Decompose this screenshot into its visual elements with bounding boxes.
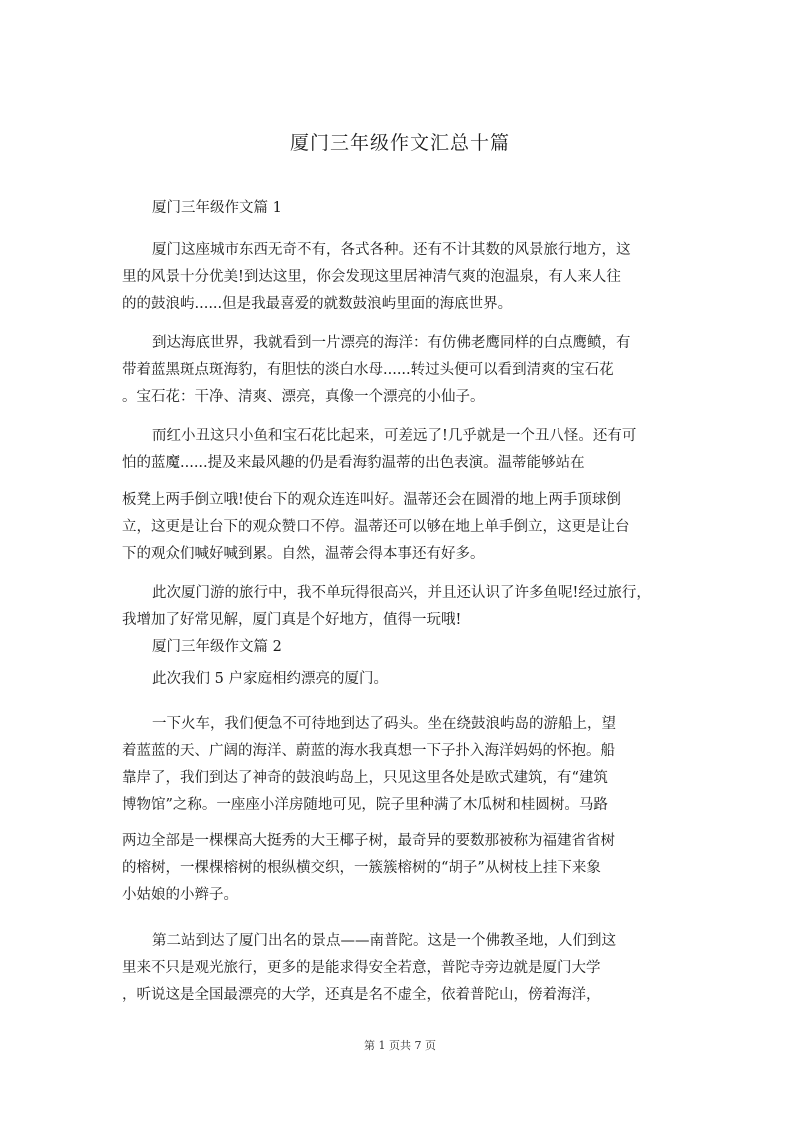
text-line: 两边全部是一棵棵高大挺秀的大王椰子树，最奇异的要数那被称为福建省省树 [122,833,615,849]
text-line: 的的鼓浪屿......但是我最喜爱的就数鼓浪屿里面的海底世界。 [122,296,513,312]
text-line: 下的观众们喊好喊到累。自然，温蒂会得本事还有好多。 [122,546,485,562]
text-line: 厦门这座城市东西无奇不有，各式各种。还有不计其数的风景旅行地方，这 [152,242,631,258]
text-line: 一下火车，我们便急不可待地到达了码头。坐在绕鼓浪屿岛的游船上，望 [152,716,616,732]
section-heading: 厦门三年级作文篇 1 [152,200,282,216]
text-line: 博物馆”之称。一座座小洋房随地可见，院子里种满了木瓜树和桂圆树。马路 [122,797,608,813]
text-line: 小姑娘的小辫子。 [122,887,238,903]
text-line: 怕的蓝魔......提及来最风趣的仍是看海豹温蒂的出色表演。温蒂能够站在 [122,455,585,471]
text-line: 我增加了好常见解，厦门真是个好地方，值得一玩哦! [122,612,462,628]
text-line: 。宝石花：干净、清爽、漂亮，真像一个漂亮的小仙子。 [122,389,485,405]
section-heading: 厦门三年级作文篇 2 [152,639,282,655]
text-line: 第二站到达了厦门出名的景点——南普陀。这是一个佛教圣地，人们到这 [152,933,616,949]
text-line: ，听说这是全国最漂亮的大学，还真是名不虚全，依着普陀山，傍着海洋， [122,987,601,1003]
text-line: 而红小丑这只小鱼和宝石花比起来，可差远了!几乎就是一个丑八怪。还有可 [152,428,637,444]
text-line: 靠岸了，我们到达了神奇的鼓浪屿岛上，只见这里各处是欧式建筑，有“建筑 [122,770,608,786]
text-line: 里的风景十分优美!到达这里，你会发现这里居神清气爽的泡温泉，有人来人往 [122,269,621,285]
text-line: 带着蓝黑斑点斑海豹，有胆怯的淡白水母......转过头便可以看到清爽的宝石花 [122,362,614,378]
text-line: 到达海底世界，我就看到一片漂亮的海洋：有仿佛老鹰同样的白点鹰鲼，有 [152,335,631,351]
text-line: 的榕树，一棵棵榕树的根纵横交织，一簇簇榕树的“胡子”从树枝上挂下来象 [122,860,601,876]
text-line: 里来不只是观光旅行，更多的是能求得安全若意，普陀寺旁边就是厦门大学 [122,960,601,976]
text-line: 立，这更是让台下的观众赞口不停。温蒂还可以够在地上单手倒立，这更是让台 [122,519,630,535]
text-line: 板凳上两手倒立哦!使台下的观众连连叫好。温蒂还会在圆滑的地上两手顶球倒 [122,492,621,508]
text-line: 此次厦门游的旅行中，我不单玩得很高兴，并且还认识了许多鱼呢!经过旅行， [152,585,651,601]
document-title: 厦门三年级作文汇总十篇 [289,132,510,154]
text-line: 着蓝蓝的天、广阔的海洋、蔚蓝的海水我真想一下子扑入海洋妈妈的怀抱。船 [122,743,615,759]
page-number-footer: 第 1 页共 7 页 [364,1039,436,1052]
text-line: 此次我们 5 户家庭相约漂亮的厦门。 [152,671,388,687]
